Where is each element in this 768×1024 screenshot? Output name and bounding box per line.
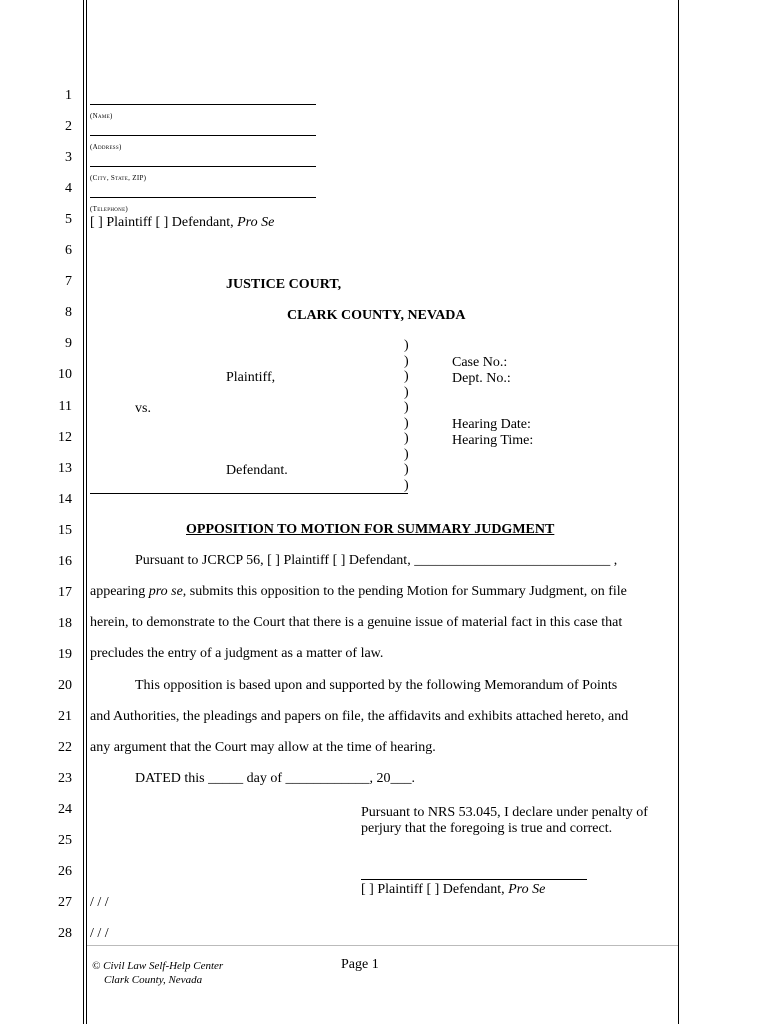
pro-se-label: Pro Se <box>237 215 275 230</box>
hearing-time-label: Hearing Time: <box>452 433 534 448</box>
continuation-line-28: / / / <box>90 926 109 941</box>
footer-location: Clark County, Nevada <box>104 974 203 986</box>
line-number: 15 <box>58 522 72 538</box>
left-margin-rule-inner <box>86 0 87 1024</box>
vs-label: vs. <box>135 401 151 416</box>
line-number: 20 <box>58 677 72 693</box>
body-line-18: herein, to demonstrate to the Court that there is a genuine issue of material fact in this case that <box>90 615 623 630</box>
body-line-17-c: , submits this opposition to the pending Motion for Summary Judgment, on file <box>182 584 627 599</box>
caption-paren: ) <box>404 431 409 446</box>
footer-rule <box>87 945 678 946</box>
line-number: 4 <box>65 181 72 197</box>
caption-paren-column <box>404 338 409 493</box>
caption-paren: ) <box>404 369 409 384</box>
line-number: 7 <box>65 274 72 290</box>
caption-paren: ) <box>404 415 409 431</box>
address-label: (Address) <box>90 143 122 151</box>
hearing-date-label: Hearing Date: <box>452 417 531 432</box>
dated-line: DATED this _____ day of ____________, 20___. <box>135 771 415 786</box>
party-designation-text: [ ] Plaintiff [ ] Defendant, <box>90 215 238 230</box>
line-number: 9 <box>65 336 72 352</box>
caption-paren: ) <box>404 384 409 400</box>
line-number: 24 <box>58 802 72 818</box>
signature-designation-text: [ ] Plaintiff [ ] Defendant, <box>361 882 509 897</box>
signature-designation <box>361 882 545 898</box>
court-name: JUSTICE COURT, <box>226 277 342 292</box>
body-line-17-pro-se: pro se <box>148 584 183 599</box>
caption-bottom-rule <box>90 493 408 494</box>
line-number: 16 <box>58 553 72 569</box>
body-line-21: and Authorities, the pleadings and papers on file, the affidavits and exhibits attached hereto, and <box>90 709 629 724</box>
line-number: 27 <box>58 895 72 911</box>
party-designation <box>90 215 274 231</box>
caption-paren: ) <box>404 353 409 369</box>
body-line-16: Pursuant to JCRCP 56, [ ] Plaintiff [ ] Defendant, ____________________________ , <box>135 553 618 568</box>
line-number: 26 <box>58 864 72 880</box>
line-number: 6 <box>65 243 72 259</box>
line-number: 5 <box>65 212 72 228</box>
address-line <box>90 135 316 136</box>
telephone-line <box>90 197 316 198</box>
continuation-line-27: / / / <box>90 895 109 910</box>
line-number: 8 <box>65 305 72 321</box>
body-line-17-a: appearing <box>90 584 149 599</box>
line-number: 1 <box>65 88 72 103</box>
line-number: 23 <box>58 771 72 787</box>
caption-paren: ) <box>404 338 409 353</box>
document-title: OPPOSITION TO MOTION FOR SUMMARY JUDGMENT <box>186 522 555 537</box>
footer-copyright: © Civil Law Self-Help Center <box>92 960 224 972</box>
page-number: Page 1 <box>341 957 379 972</box>
defendant-label: Defendant. <box>226 463 288 478</box>
line-number: 17 <box>58 584 72 600</box>
line-number: 18 <box>58 615 72 631</box>
declaration-line-1: Pursuant to NRS 53.045, I declare under penalty of <box>361 805 648 820</box>
declaration-line-2: perjury that the foregoing is true and correct. <box>361 821 613 836</box>
caption-paren: ) <box>404 477 409 493</box>
line-number: 14 <box>58 491 72 507</box>
body-line-22: any argument that the Court may allow at the time of hearing. <box>90 740 436 755</box>
dept-number-label: Dept. No.: <box>452 371 511 386</box>
line-number: 2 <box>65 119 72 135</box>
line-number: 3 <box>65 150 72 166</box>
left-margin-rule-outer <box>83 0 84 1024</box>
caption-paren: ) <box>404 400 409 415</box>
body-line-19: precludes the entry of a judgment as a matter of law. <box>90 646 384 661</box>
line-number: 21 <box>58 709 72 724</box>
line-number: 28 <box>58 926 72 942</box>
name-line <box>90 104 316 105</box>
name-label: (Name) <box>90 112 113 120</box>
caption-paren: ) <box>404 462 409 477</box>
body-line-17 <box>90 584 627 600</box>
case-number-label: Case No.: <box>452 355 508 370</box>
line-number: 22 <box>58 740 72 756</box>
body-line-20: This opposition is based upon and supported by the following Memorandum of Points <box>135 678 618 693</box>
telephone-label: (Telephone) <box>90 205 129 213</box>
line-number: 25 <box>58 833 72 849</box>
city-line <box>90 166 316 167</box>
caption-paren: ) <box>404 446 409 462</box>
plaintiff-label: Plaintiff, <box>226 370 276 385</box>
signature-line <box>361 879 587 880</box>
signature-pro-se: Pro Se <box>508 882 546 897</box>
line-number: 19 <box>58 646 72 662</box>
court-county: CLARK COUNTY, NEVADA <box>287 308 466 323</box>
line-number: 10 <box>58 367 72 383</box>
right-margin-rule <box>678 0 679 1024</box>
line-number: 12 <box>58 429 72 445</box>
city-label: (City, State, ZIP) <box>90 174 147 182</box>
line-number: 11 <box>58 398 72 414</box>
line-number: 13 <box>58 460 72 476</box>
